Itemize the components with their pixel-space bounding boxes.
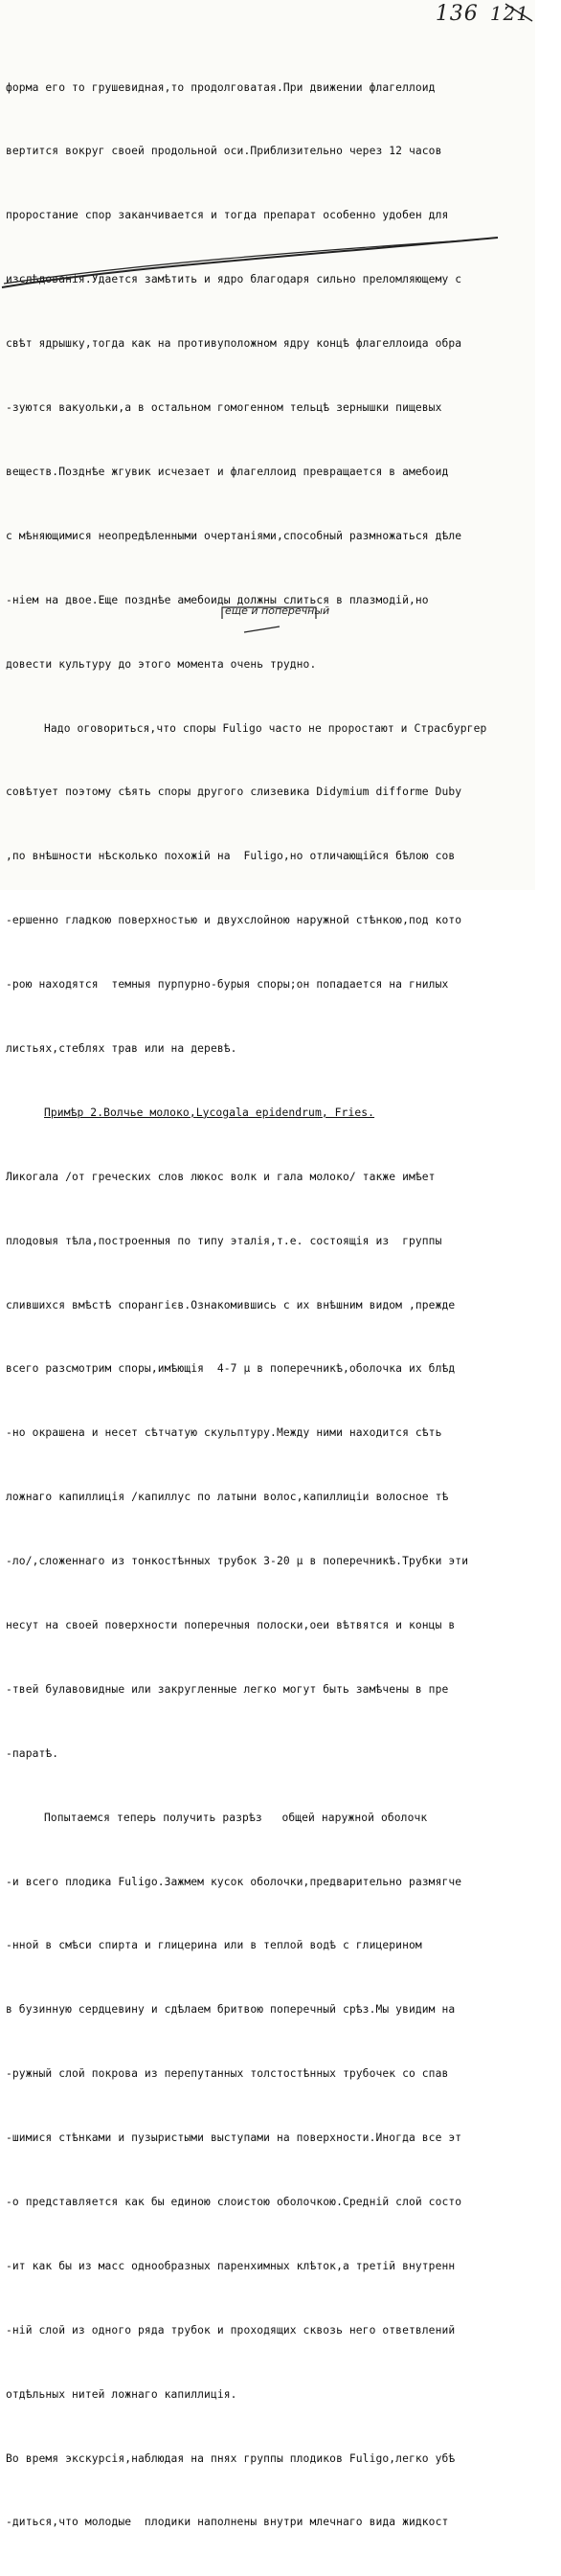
text-line: проростание спор заканчивается и тогда препарат особенно удобен для [6, 209, 449, 222]
page-number [436, 2, 529, 26]
text-line: -рою находятся темныя пурпурно-бурыя споры;он попадается на гнилых [6, 978, 449, 992]
text-line: -ній слой из одного ряда трубок и проходящих сквозь него ответвлений [6, 2323, 456, 2337]
handwritten-insertion [225, 604, 329, 617]
text-line: -но окрашена и несет сѣтчатую скульптуру.Между ними находится сѣть [6, 1426, 442, 1440]
text-line: свѣт ядрышку,тогда как на противуположном ядру концѣ флагеллоида обра [6, 337, 462, 351]
text-line: слившихся вмѣстѣ спорангієв.Ознакомившись с их внѣшним видом ,прежде [6, 1298, 456, 1311]
text-line: плодовыя тѣла,построенныя по типу эталія,т.е. состоящія из группы [6, 1234, 442, 1247]
text-line: Попытаемся теперь получить разрѣз общей наружной оболочк [44, 1811, 428, 1824]
text-line: ложнаго капиллиція /капиллус по латыни волос,капиллиціи волосное тѣ [6, 1491, 449, 1504]
text-line: -нной в смѣси спирта и глицерина или в теплой водѣ с глицерином [6, 1939, 422, 1952]
text-line: -ит как бы из масс однообразных паренхимных клѣток,а третій внутренн [6, 2259, 456, 2272]
text-line: -ершенно гладкою поверхностью и двухслойною наружной стѣнкою,под кото [6, 914, 462, 927]
text-line: -и всего плодика Fuligo.Зажмем кусок оболочки,предварительно размягче [6, 1875, 462, 1888]
text-line: -ніем на двое.Еще позднѣе амебоиды должны слиться в плазмодій,но [6, 593, 429, 606]
text-line: отдѣльных нитей ложнаго капиллиція. [6, 2387, 237, 2401]
insertion-text: еще и поперечный [225, 604, 330, 617]
text-line: Ликогала /от греческих слов люкос волк и гала молоко/ также имѣет [6, 1170, 436, 1183]
text-line: листьях,стеблях трав или на деревѣ. [6, 1041, 237, 1055]
text-line: довести культуру до этого момента очень трудно. [6, 657, 317, 671]
page-number-current: 136 [435, 2, 479, 26]
text-line: изслѣдованія.Удается замѣтить и ядро благодаря сильно преломляющему с [6, 273, 462, 286]
text-line: -диться,что молодые плодики наполнены внутри млечнаго вида жидкост [6, 2516, 449, 2529]
text-line: Во время экскурсія,наблюдая на пнях группы плодиков Fuligo,легко убѣ [6, 2451, 456, 2465]
text-line: ,по внѣшности нѣсколько похожій на Fuligo,но отличающійся бѣлою сов [6, 850, 456, 863]
text-line: с мѣняющимися неопредѣленными очертаніями,способный размножаться дѣле [6, 529, 462, 542]
text-line: Надо оговориться,что споры Fuligo часто не проростают и Страсбургер [44, 721, 487, 735]
text-line: вертится вокруг своей продольной оси.Приблизительно через 12 часов [6, 145, 442, 158]
section-heading: Примѣр 2.Волчье молоко,Lycogala epidendrum, Fries. [44, 1106, 375, 1119]
text-line: веществ.Позднѣе жгувик исчезает и флагеллоид превращается в амебоид [6, 465, 449, 478]
page-number-old: 121 [489, 2, 529, 25]
text-line: -твей булавовидные или закругленные легко могут быть замѣчены в пре [6, 1682, 449, 1696]
body-text [6, 34, 561, 2576]
text-line: -паратѣ. [6, 1746, 59, 1760]
text-line: форма его то грушевидная,то продолговатая.При движении флагеллоид [6, 80, 436, 94]
text-line: несут на своей поверхности поперечныя полоски,оеи вѣтвятся и концы в [6, 1618, 456, 1631]
text-line: совѣтует поэтому сѣять споры другого слизевика Didymium difforme Duby [6, 786, 462, 799]
text-line: в бузинную сердцевину и сдѣлаем бритвою поперечный срѣз.Мы увидим на [6, 2003, 456, 2017]
text-line: -ружный слой покрова из перепутанных толстостѣнных трубочек со спав [6, 2067, 449, 2081]
text-line: всего разсмотрим споры,имѣющія 4-7 µ в поперечникѣ,оболочка их блѣд [6, 1362, 456, 1376]
text-line: -шимися стѣнками и пузыристыми выступами на поверхности.Иногда все эт [6, 2131, 462, 2145]
text-line: -ло/,сложеннаго из тонкостѣнных трубок 3-20 µ в поперечникѣ.Трубки эти [6, 1555, 469, 1568]
text-line: -зуются вакуольки,а в остальном гомогенном тельцѣ зернышки пищевых [6, 401, 442, 415]
text-line: -о представляется как бы единою слоистою оболочкою.Средній слой состо [6, 2195, 462, 2208]
